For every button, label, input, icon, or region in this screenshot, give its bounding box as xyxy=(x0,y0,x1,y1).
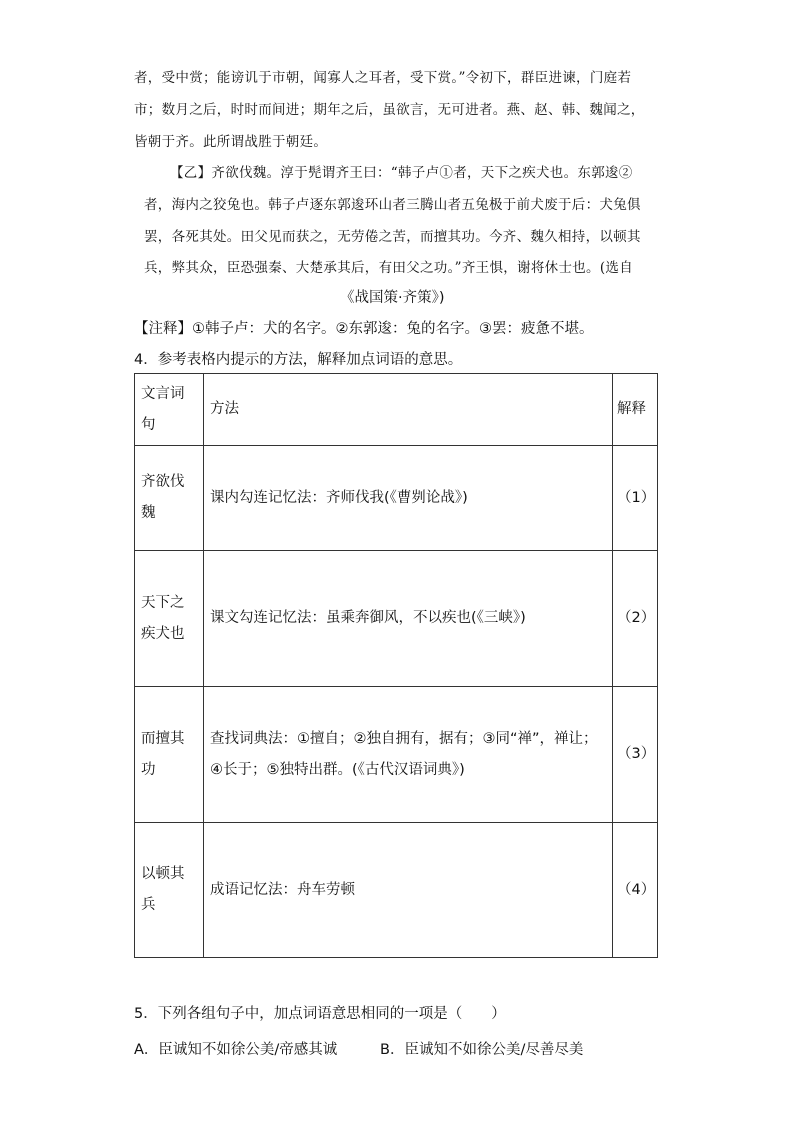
method-cell: 课文勾连记忆法：虽乘奔御风，不以疾也(《三峡》) xyxy=(204,551,613,687)
phrase-cell: 而擅其功 xyxy=(135,687,204,823)
phrase-cell: 以顿其兵 xyxy=(135,823,204,958)
method-table xyxy=(134,373,658,958)
answer-cell[interactable]: （4） xyxy=(613,823,658,958)
header-cell: 方法 xyxy=(204,374,613,446)
answer-cell[interactable]: （2） xyxy=(613,551,658,687)
table-row xyxy=(135,687,658,823)
answer-cell[interactable]: （3） xyxy=(613,687,658,823)
passage-jia-line: 市；数月之后，时时而间进；期年之后，虽欲言，无可进者。燕、赵、韩、魏闻之， xyxy=(134,102,645,118)
passage-jia-line: 皆朝于齐。此所谓战胜于朝廷。 xyxy=(134,134,328,150)
question-4-stem: 4．参考表格内提示的方法，解释加点词语的意思。 xyxy=(134,352,463,368)
answer-cell[interactable]: （1） xyxy=(613,446,658,551)
method-cell: 课内勾连记忆法：齐师伐我(《曹刿论战》) xyxy=(204,446,613,551)
notes: 【注释】①韩子卢：犬的名字。②东郭逡：兔的名字。③罢：疲惫不堪。 xyxy=(134,321,594,337)
method-cell: 查找词典法：①擅自；②独自拥有，据有；③同“禅”，禅让；④长于；⑤独特出群。(《古代汉语词典》) xyxy=(204,687,613,823)
phrase-cell: 齐欲伐魏 xyxy=(135,446,204,551)
table-header-row xyxy=(135,374,658,446)
table-row xyxy=(135,446,658,551)
passage-yi-line: 者，海内之狡兔也。韩子卢逐东郭逡环山者三腾山者五兔极于前犬废于后：犬兔俱 xyxy=(144,197,641,213)
option-a[interactable]: A．臣诚知不如徐公美/帝感其诚 xyxy=(134,1042,338,1058)
passage-yi-line: 兵，弊其众，臣恐强秦、大楚承其后，有田父之功。”齐王惧，谢将休士也。(选自 xyxy=(144,260,634,276)
method-cell: 成语记忆法：舟车劳顿 xyxy=(204,823,613,958)
phrase-cell: 天下之疾犬也 xyxy=(135,551,204,687)
header-cell: 解释 xyxy=(613,374,658,446)
passage-jia-line: 者，受中赏；能谤讥于市朝，闻寡人之耳者，受下赏。”令初下，群臣进谏，门庭若 xyxy=(134,70,632,86)
passage-yi-line: 【乙】齐欲伐魏。淳于髡谓齐王曰：“韩子卢①者，天下之疾犬也。东郭逡② xyxy=(170,165,633,181)
question-5-stem: 5．下列各组句子中，加点词语意思相同的一项是（ ） xyxy=(134,1006,506,1022)
passage-source: 《战国策·齐策》) xyxy=(340,290,445,306)
table-row xyxy=(135,551,658,687)
table-row xyxy=(135,823,658,958)
passage-yi-line: 罢，各死其处。田父见而获之，无劳倦之苦，而擅其功。今齐、魏久相持，以顿其 xyxy=(144,229,641,245)
option-b[interactable]: B．臣诚知不如徐公美/尽善尽美 xyxy=(380,1042,584,1058)
header-cell: 文言词句 xyxy=(135,374,204,446)
